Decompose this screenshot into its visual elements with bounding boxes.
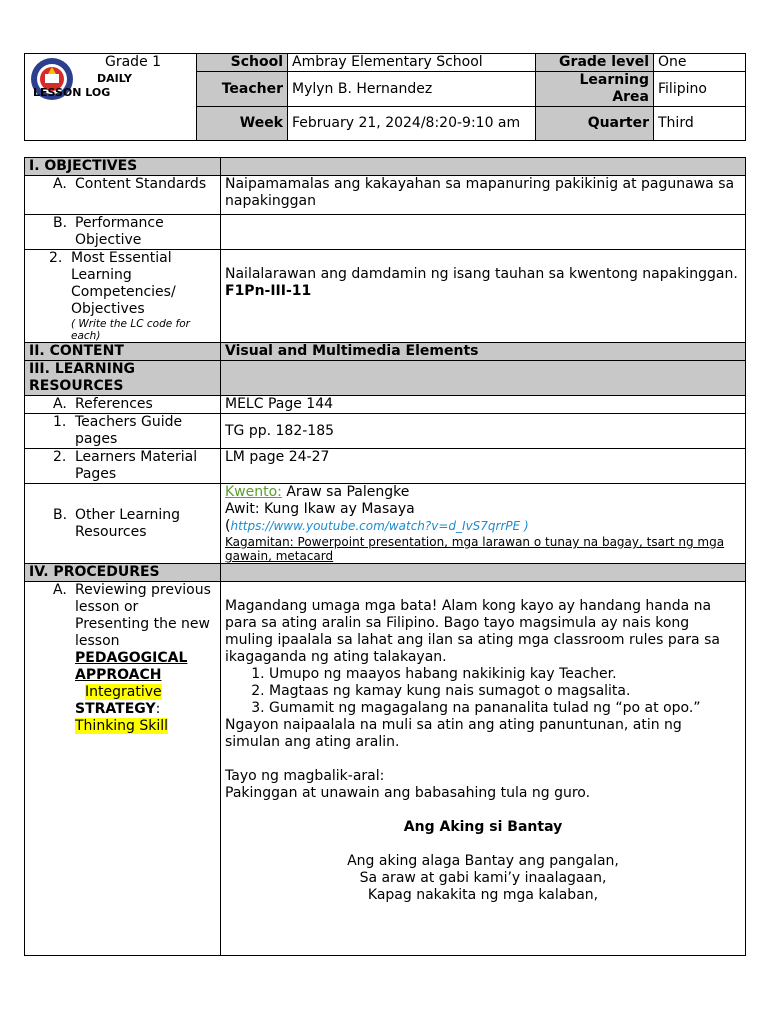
- objectives-heading: I. OBJECTIVES: [25, 158, 221, 176]
- kwento-line: [225, 484, 741, 501]
- classroom-rules-list: [225, 666, 741, 717]
- references-label: [25, 396, 221, 414]
- performance-letter: B.: [53, 215, 68, 231]
- header-table: [24, 53, 746, 141]
- performance-objective-label: [25, 215, 221, 250]
- procedure-a-label: [25, 582, 221, 956]
- other-resources-label: [25, 484, 221, 564]
- lesson-log-label: LESSON LOG: [33, 86, 111, 99]
- strategy-colon: :: [155, 701, 161, 717]
- school-label: School: [197, 54, 288, 72]
- resources-heading: III. LEARNING RESOURCES: [25, 361, 221, 396]
- lesson-table: [24, 157, 746, 956]
- reminder-paragraph: Ngayon naipaalala na muli sa atin ang ating panuntunan, atin ng simulan ang ating aralin.: [225, 717, 682, 750]
- content-standards-text: Content Standards: [75, 176, 207, 192]
- melc-number: 2.: [49, 250, 63, 266]
- rule-item: 3. Gumamit ng magagalang na pananalita tulad ng “po at opo.”: [269, 700, 741, 717]
- performance-objective-value: [221, 215, 746, 250]
- tg-label: [25, 414, 221, 449]
- intro-paragraph: Magandang umaga mga bata! Alam kong kayo ay handang handa na para sa ating aralin sa Filipino. Bago tayo magsimula ay nais kong muling ipaalala sa lahat ang ilan sa ating mga classroom rules para sa ikagaganda ng ating talakayan.: [225, 598, 720, 665]
- week-label: Week: [197, 107, 288, 141]
- kwento-value: Araw sa Palengke: [281, 484, 410, 500]
- references-letter: A.: [53, 396, 67, 412]
- quarter-value: Third: [654, 107, 746, 141]
- integrative-label: Integrative: [85, 684, 162, 700]
- learning-area-label: Learning Area: [536, 72, 654, 107]
- rule-item: 2. Magtaas ng kamay kung nais sumagot o magsalita.: [269, 683, 741, 700]
- review-line-2: Pakinggan at unawain ang babasahing tula ng guro.: [225, 785, 591, 801]
- thinking-skill-label: Thinking Skill: [75, 718, 169, 734]
- procedure-a-content: [221, 582, 746, 956]
- tg-text: Teachers Guide pages: [75, 414, 183, 447]
- melc-value: Nailalarawan ang damdamin ng isang tauhan sa kwentong napakinggan.: [225, 266, 738, 282]
- references-value: MELC Page 144: [221, 396, 746, 414]
- content-heading: II. CONTENT: [25, 343, 221, 361]
- tg-value: TG pp. 182-185: [221, 414, 746, 449]
- kagamitan-line: Kagamitan: Powerpoint presentation, mga larawan o tunay na bagay, tsart ng mga gawain, metacard: [225, 535, 725, 563]
- procedure-a-text: Reviewing previous lesson or Presenting the new lesson: [75, 582, 211, 649]
- daily-label: DAILY: [97, 72, 132, 85]
- grade-level-label: Grade level: [536, 54, 654, 72]
- header-logo-cell: [25, 54, 197, 141]
- melc-text: Most Essential Learning Competencies/ Objectives: [71, 250, 176, 317]
- other-resources-value: [221, 484, 746, 564]
- lm-text: Learners Material Pages: [75, 449, 198, 482]
- week-value: February 21, 2024/8:20-9:10 am: [288, 107, 536, 141]
- content-value: Visual and Multimedia Elements: [221, 343, 746, 361]
- grade-level-value: One: [654, 54, 746, 72]
- link-open: (: [225, 518, 231, 534]
- melc-code: F1Pn-III-11: [225, 283, 312, 299]
- performance-text: Performance Objective: [75, 215, 164, 248]
- school-value: Ambray Elementary School: [288, 54, 536, 72]
- content-standards-value: Naipamamalas ang kakayahan sa mapanuring pakikinig at pagunawa sa napakinggan: [221, 176, 746, 215]
- grade-label: Grade 1: [105, 54, 162, 70]
- teacher-label: Teacher: [197, 72, 288, 107]
- pedagogical-approach: PEDAGOGICAL APPROACH: [75, 650, 188, 683]
- melc-label: [25, 250, 221, 343]
- procedures-heading: IV. PROCEDURES: [25, 564, 221, 582]
- quarter-label: Quarter: [536, 107, 654, 141]
- lm-number: 2.: [53, 449, 67, 465]
- poem-line: Kapag nakakita ng mga kalaban,: [367, 887, 599, 903]
- procedures-heading-blank: [221, 564, 746, 582]
- lm-label: [25, 449, 221, 484]
- strategy-label: STRATEGY: [75, 701, 156, 717]
- resources-heading-blank: [221, 361, 746, 396]
- content-standards-label: [25, 176, 221, 215]
- video-link-line[interactable]: [225, 518, 741, 535]
- melc-note: ( Write the LC code for each): [71, 318, 190, 342]
- learning-area-value: Filipino: [654, 72, 746, 107]
- melc-value-cell: [221, 250, 746, 343]
- objectives-heading-blank: [221, 158, 746, 176]
- references-text: References: [75, 396, 153, 412]
- content-standards-letter: A.: [53, 176, 67, 192]
- rule-item: 1. Umupo ng maayos habang nakikinig kay Teacher.: [269, 666, 741, 683]
- poem-title: Ang Aking si Bantay: [403, 819, 563, 835]
- poem-line: Sa araw at gabi kami’y inaalagaan,: [359, 870, 607, 886]
- awit-line: Awit: Kung Ikaw ay Masaya: [225, 501, 415, 517]
- lm-value: LM page 24-27: [221, 449, 746, 484]
- poem-line: Ang aking alaga Bantay ang pangalan,: [347, 853, 619, 869]
- kwento-label: Kwento:: [225, 484, 282, 500]
- teacher-value: Mylyn B. Hernandez: [288, 72, 536, 107]
- procedure-a-letter: A.: [53, 582, 67, 598]
- other-text: Other Learning Resources: [75, 506, 180, 540]
- youtube-link[interactable]: https://www.youtube.com/watch?v=d_IvS7qrrPE ): [230, 519, 529, 533]
- review-line-1: Tayo ng magbalik-aral:: [225, 768, 385, 784]
- tg-number: 1.: [53, 414, 67, 430]
- other-letter: B.: [53, 506, 68, 523]
